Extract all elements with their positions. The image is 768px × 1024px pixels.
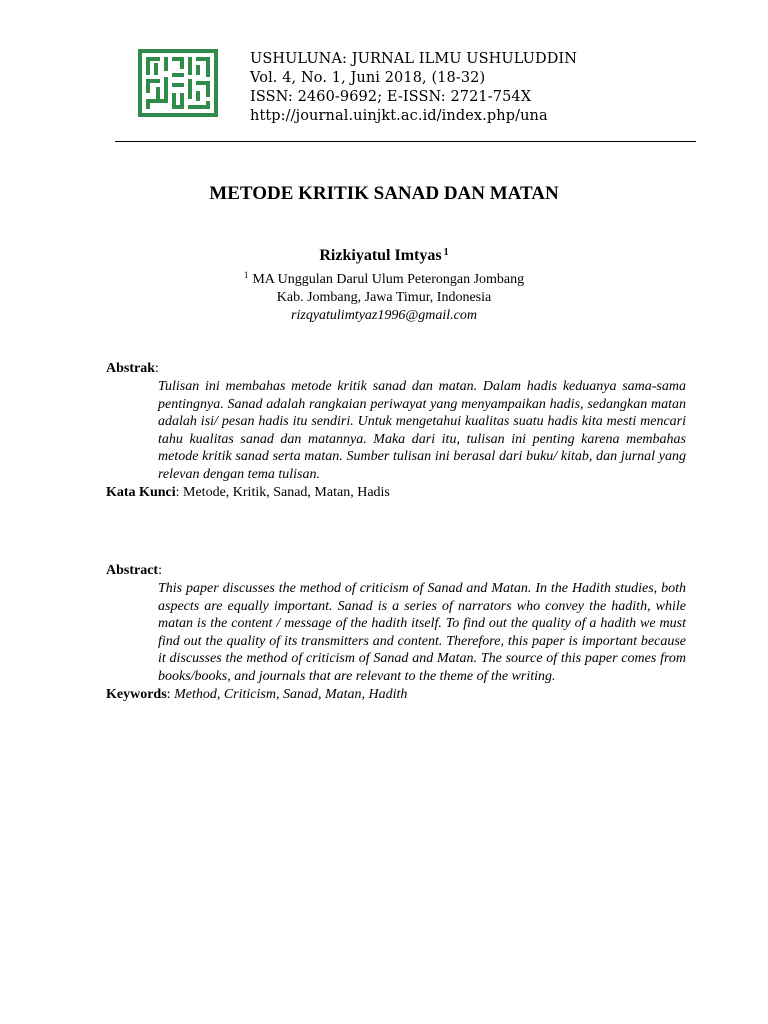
journal-url[interactable]: http://journal.uinjkt.ac.id/index.php/una (250, 108, 548, 124)
author-email[interactable]: rizqyatulimtyaz1996@gmail.com (291, 308, 477, 323)
paper-title: METODE KRITIK SANAD DAN MATAN (209, 183, 559, 204)
abstrak-text: Tulisan ini membahas metode kritik sanad dan matan. Dalam hadis keduanya sama-sama pentingnya. Sanad adalah rangkaian periwayat yang menyampaikan hadis, sedangkan matan adalah isi/ pesan hadis itu sendiri. Untuk mengetahui kualitas suatu hadis kita mesti mencari tahu kualitas sanad dan matannya. Maka dari itu, tulisan ini penting karena membahas metode kritik sanad serta matan. Sumber tulisan ini berasal dari buku/ kitab, dan jurnal yang relevan dengan tema tulisan. (158, 379, 686, 482)
author-name (0, 243, 768, 266)
abstract-heading: Abstract: (106, 563, 162, 578)
abstrak-section (106, 360, 686, 502)
abstrak-heading: Abstrak: (106, 361, 159, 376)
author-block (0, 243, 768, 325)
abstract-heading-text: Abstract (106, 563, 159, 578)
kata-kunci-label: Kata Kunci (106, 484, 176, 500)
author-name-text: Rizkiyatul Imtyas (319, 247, 442, 264)
affiliation-line-1 (0, 266, 768, 289)
kata-kunci: Kata Kunci: Metode, Kritik, Sanad, Matan, Hadis (106, 484, 390, 500)
journal-name: USHULUNA: JURNAL ILMU USHULUDDIN (250, 51, 578, 67)
kata-kunci-values: Metode, Kritik, Sanad, Matan, Hadis (183, 484, 390, 500)
abstrak-heading-text: Abstrak (106, 361, 156, 376)
affiliation-institution: MA Unggulan Darul Ulum Peterongan Jombang (252, 272, 525, 287)
keywords-label: Keywords (106, 686, 167, 702)
header-divider (115, 141, 696, 142)
author-superscript: 1 (443, 247, 449, 258)
affiliation-superscript: 1 (243, 270, 249, 280)
affiliation-line-2: Kab. Jombang, Jawa Timur, Indonesia (276, 290, 492, 305)
abstract-section (106, 562, 686, 704)
journal-logo (138, 49, 218, 117)
keywords: Keywords: Method, Criticism, Sanad, Matan, Hadith (106, 686, 408, 702)
volume-info: Vol. 4, No. 1, Juni 2018, (18-32) (250, 70, 486, 86)
keywords-values: Method, Criticism, Sanad, Matan, Hadith (174, 686, 408, 702)
abstract-text: This paper discusses the method of criticism of Sanad and Matan. In the Hadith studies, both aspects are equally important. Sanad is a series of narrators who convey the hadith, while matan is the content / message of the hadith itself. To find out the quality of a hadith we must find out the quality of its transmitters and content. Therefore, this paper is important because it discusses the method of criticism of Sanad and Matan. The source of this paper comes from books/books, and journals that are relevant to the theme of the writing. (158, 581, 686, 684)
journal-header (250, 50, 577, 126)
issn-info: ISSN: 2460-9692; E-ISSN: 2721-754X (250, 89, 532, 105)
